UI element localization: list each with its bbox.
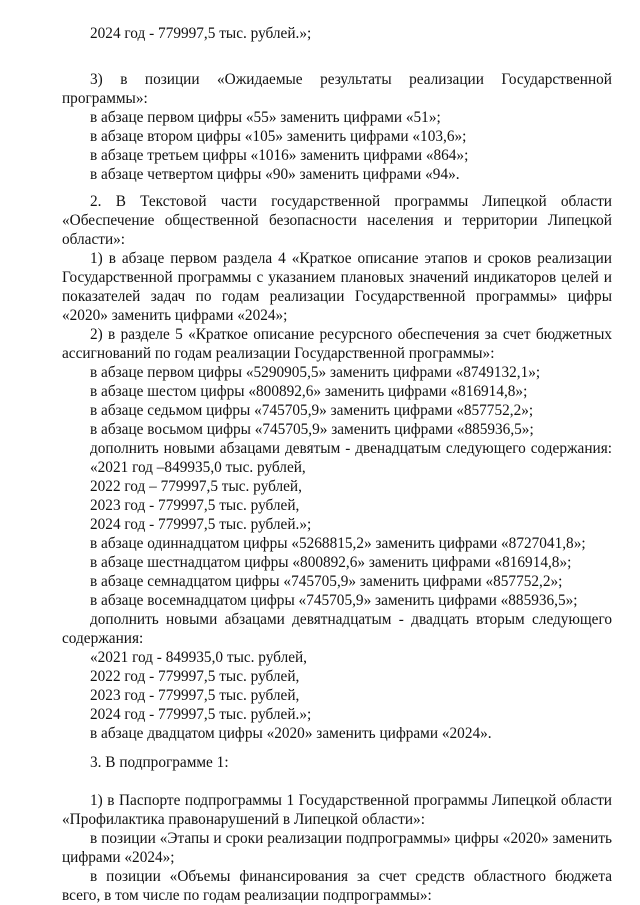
text-line: 3. В подпрограмме 1: [90, 754, 229, 771]
text-line: 2023 год - 779997,5 тыс. рублей, [90, 687, 300, 704]
text-line: всего, в том числе по годам реализации подпрограммы»: [62, 887, 432, 904]
text-line: в абзаце одиннадцатом цифры «5268815,2» заменить цифрами «8727041,8»; [90, 535, 586, 552]
text-line: области»: [62, 231, 126, 248]
text-line: в позиции «Этапы и сроки реализации подпрограммы» цифры «2020» заменить [90, 830, 612, 847]
text-line: в позиции «Объемы финансирования за счет средств областного бюджета [90, 868, 612, 885]
text-line: 2024 год - 779997,5 тыс. рублей.»; [90, 706, 312, 723]
text-line: содержания: [62, 630, 144, 647]
text-line: в абзаце шестнадцатом цифры «800892,6» заменить цифрами «816914,8»; [90, 554, 572, 571]
text-line: ассигнований по годам реализации Государственной программы»: [62, 345, 495, 362]
text-line: в абзаце седьмом цифры «745705,9» заменить цифрами «857752,2»; [90, 402, 534, 419]
text-line: в абзаце втором цифры «105» заменить цифрами «103,6»; [90, 128, 467, 145]
text-line: Государственной программы с указанием плановых значений индикаторов целей и [62, 269, 612, 286]
text-line: в абзаце первом цифры «5290905,5» заменить цифрами «8749132,1»; [90, 364, 541, 381]
text-line: 2. В Текстовой части государственной программы Липецкой области [90, 193, 612, 210]
text-line: в абзаце шестом цифры «800892,6» заменить цифрами «816914,8»; [90, 383, 528, 400]
text-line: дополнить новыми абзацами девятнадцатым - двадцать вторым следующего [90, 611, 612, 628]
text-line: 2022 год – 779997,5 тыс. рублей, [90, 478, 302, 495]
text-line: «2021 год –849935,0 тыс. рублей, [90, 459, 306, 476]
text-line: 1) в абзаце первом раздела 4 «Краткое описание этапов и сроков реализации [90, 250, 612, 267]
text-line: «Обеспечение общественной безопасности населения и территории Липецкой [62, 212, 612, 229]
text-line: программы»: [62, 90, 148, 107]
text-line: в абзаце третьем цифры «1016» заменить цифрами «864»; [90, 147, 469, 164]
text-line: 3) в позиции «Ожидаемые результаты реализации Государственной [90, 71, 612, 88]
text-line: «2021 год - 849935,0 тыс. рублей, [90, 649, 308, 666]
text-line: в абзаце четвертом цифры «90» заменить цифрами «94». [90, 166, 460, 183]
text-line: в абзаце восьмом цифры «745705,9» заменить цифрами «885936,5»; [90, 421, 534, 438]
text-line: 2024 год - 779997,5 тыс. рублей.»; [90, 516, 312, 533]
text-line: показателей задач по годам реализации Государственной программы» цифры [62, 288, 612, 305]
text-line: в абзаце двадцатом цифры «2020» заменить цифрами «2024». [90, 725, 492, 742]
text-line: цифрами «2024»; [62, 849, 175, 866]
text-line: «Профилактика правонарушений в Липецкой области»: [62, 811, 425, 828]
text-line: «2020» заменить цифрами «2024»; [62, 307, 288, 324]
text-line: 2022 год - 779997,5 тыс. рублей, [90, 668, 300, 685]
text-line: в абзаце первом цифры «55» заменить цифрами «51»; [90, 109, 441, 126]
text-line: 2) в разделе 5 «Краткое описание ресурсного обеспечения за счет бюджетных [90, 326, 612, 343]
text-line: 2023 год - 779997,5 тыс. рублей, [90, 497, 300, 514]
text-line: дополнить новыми абзацами девятым - двенадцатым следующего содержания: [90, 440, 612, 457]
text-line: 2024 год - 779997,5 тыс. рублей.»; [90, 25, 312, 42]
text-line: в абзаце семнадцатом цифры «745705,9» заменить цифрами «857752,2»; [90, 573, 563, 590]
text-line: в абзаце восемнадцатом цифры «745705,9» заменить цифрами «885936,5»; [90, 592, 578, 609]
text-line: 1) в Паспорте подпрограммы 1 Государственной программы Липецкой области [90, 792, 612, 809]
